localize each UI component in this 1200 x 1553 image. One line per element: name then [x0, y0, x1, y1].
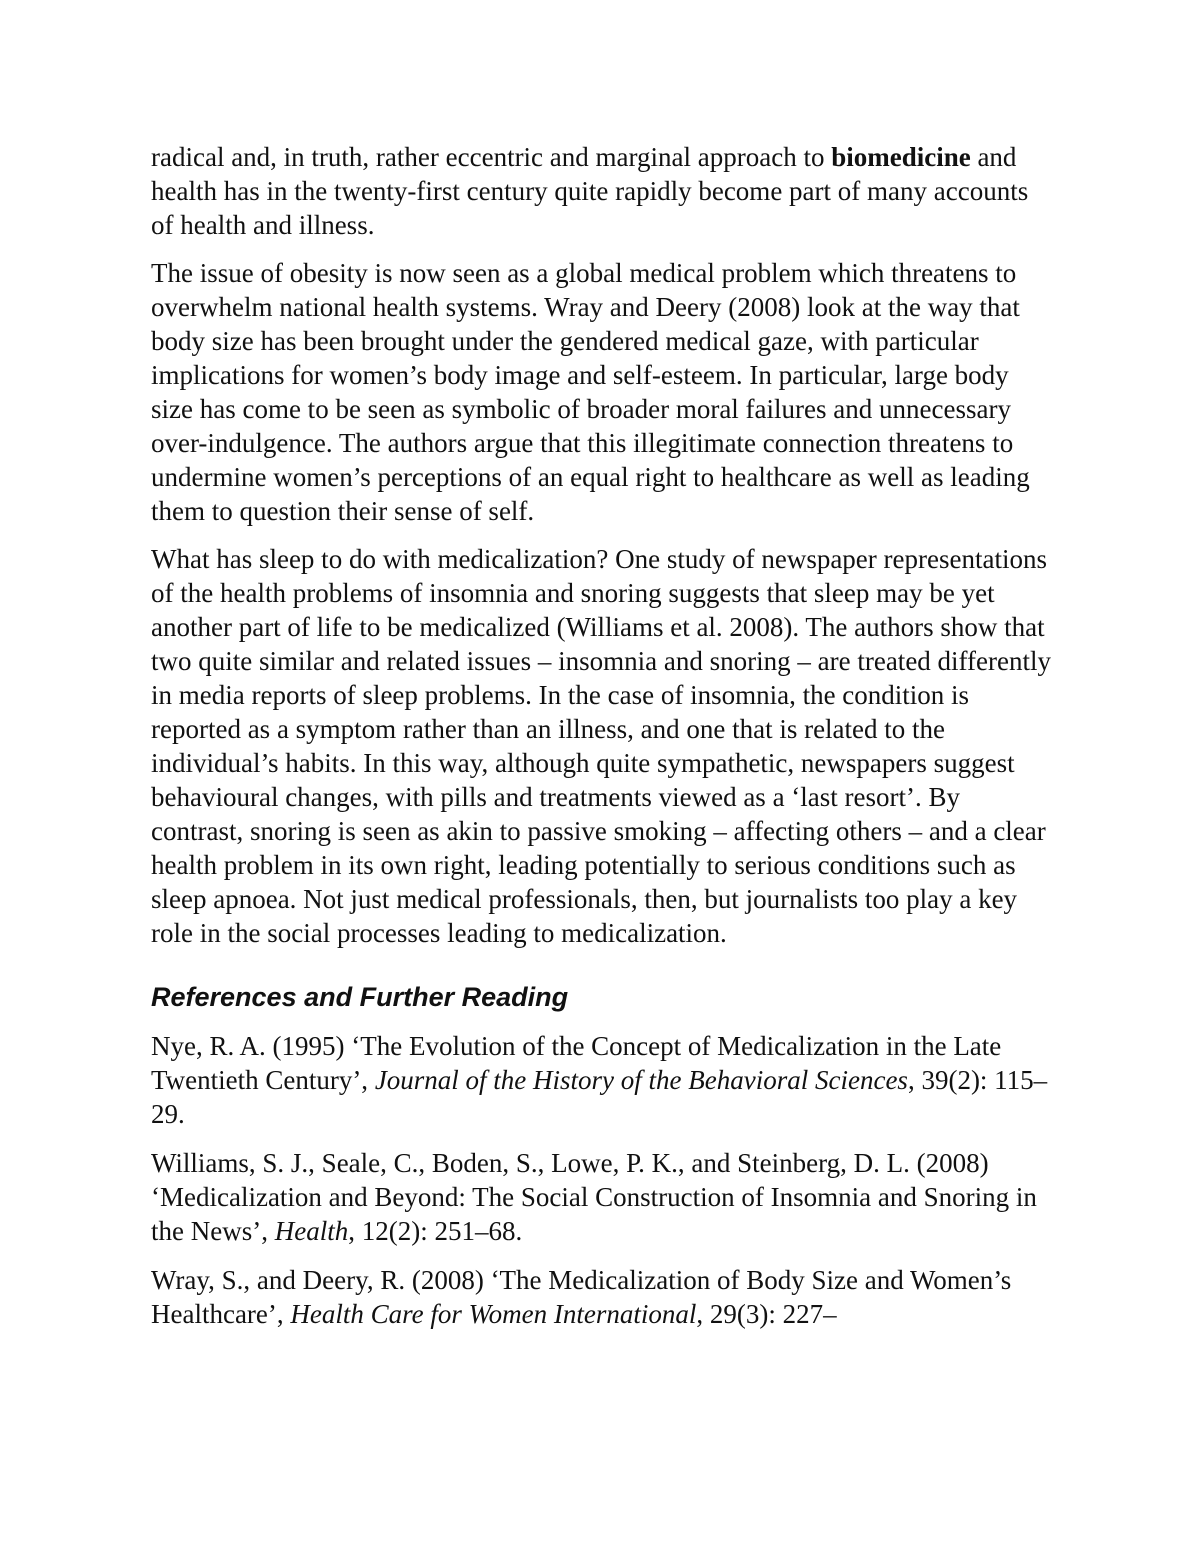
paragraph-obesity: The issue of obesity is now seen as a global medical problem which threatens to overwhelm national health systems. Wray and Deery (2008) look at the way that body size has been brought under the gendered medical gaze, with particular implications for women’s body image and self-esteem. In particular, large body size has come to be seen as symbolic of broader moral failures and unnecessary over-indulgence. The authors argue that this illegitimate connection threatens to undermine women’s perceptions of an equal right to healthcare as well as leading them to question their sense of self.	[151, 258, 1030, 526]
reference-text: Williams, S. J., Seale, C., Boden, S., Lowe, P. K., and Steinberg, D. L. (2008) ‘Medicalization and Beyond: The Social Construction of Insomnia and Snoring in the News’,	[151, 1148, 1037, 1246]
references-heading: References and Further Reading	[151, 982, 569, 1012]
reference-text: Nye, R. A. (1995) ‘The Evolution of the Concept of Medicalization in the Late Twentieth Century’,	[151, 1031, 1002, 1095]
paragraph-text: and health has in the twenty-first century quite rapidly become part of many accounts of health and illness.	[151, 142, 1029, 240]
reference-journal: Health	[274, 1216, 349, 1246]
bold-term-biomedicine: biomedicine	[831, 142, 971, 172]
paragraph-biomedicine	[151, 140, 1051, 242]
reference-item	[151, 1029, 1051, 1131]
reference-text: Wray, S., and Deery, R. (2008) ‘The Medicalization of Body Size and Women’s Healthcare’,	[151, 1265, 1012, 1329]
reference-text: , 29(3): 227–	[696, 1299, 837, 1329]
document-page	[151, 140, 1051, 1346]
reference-journal: Health Care for Women International	[290, 1299, 697, 1329]
paragraph-sleep: What has sleep to do with medicalization? One study of newspaper representations of the health problems of insomnia and snoring suggests that sleep may be yet another part of life to be medicalized (Williams et al. 2008). The authors show that two quite similar and related issues – insomnia and snoring – are treated differently in media reports of sleep problems. In the case of insomnia, the condition is reported as a symptom rather than an illness, and one that is related to the individual’s habits. In this way, although quite sympathetic, newspapers suggest behavioural changes, with pills and treatments viewed as a ‘last resort’. By contrast, snoring is seen as akin to passive smoking – affecting others – and a clear health problem in its own right, leading potentially to serious conditions such as sleep apnoea. Not just medical professionals, then, but journalists too play a key role in the social processes leading to medicalization.	[151, 544, 1052, 948]
reference-item	[151, 1263, 1051, 1331]
paragraph-text: radical and, in truth, rather eccentric and marginal approach to	[151, 142, 832, 172]
reference-text: , 12(2): 251–68.	[348, 1216, 523, 1246]
reference-text: , 39(2): 115–29.	[151, 1065, 1048, 1129]
reference-journal: Journal of the History of the Behavioral Sciences	[374, 1065, 908, 1095]
reference-item	[151, 1146, 1051, 1248]
